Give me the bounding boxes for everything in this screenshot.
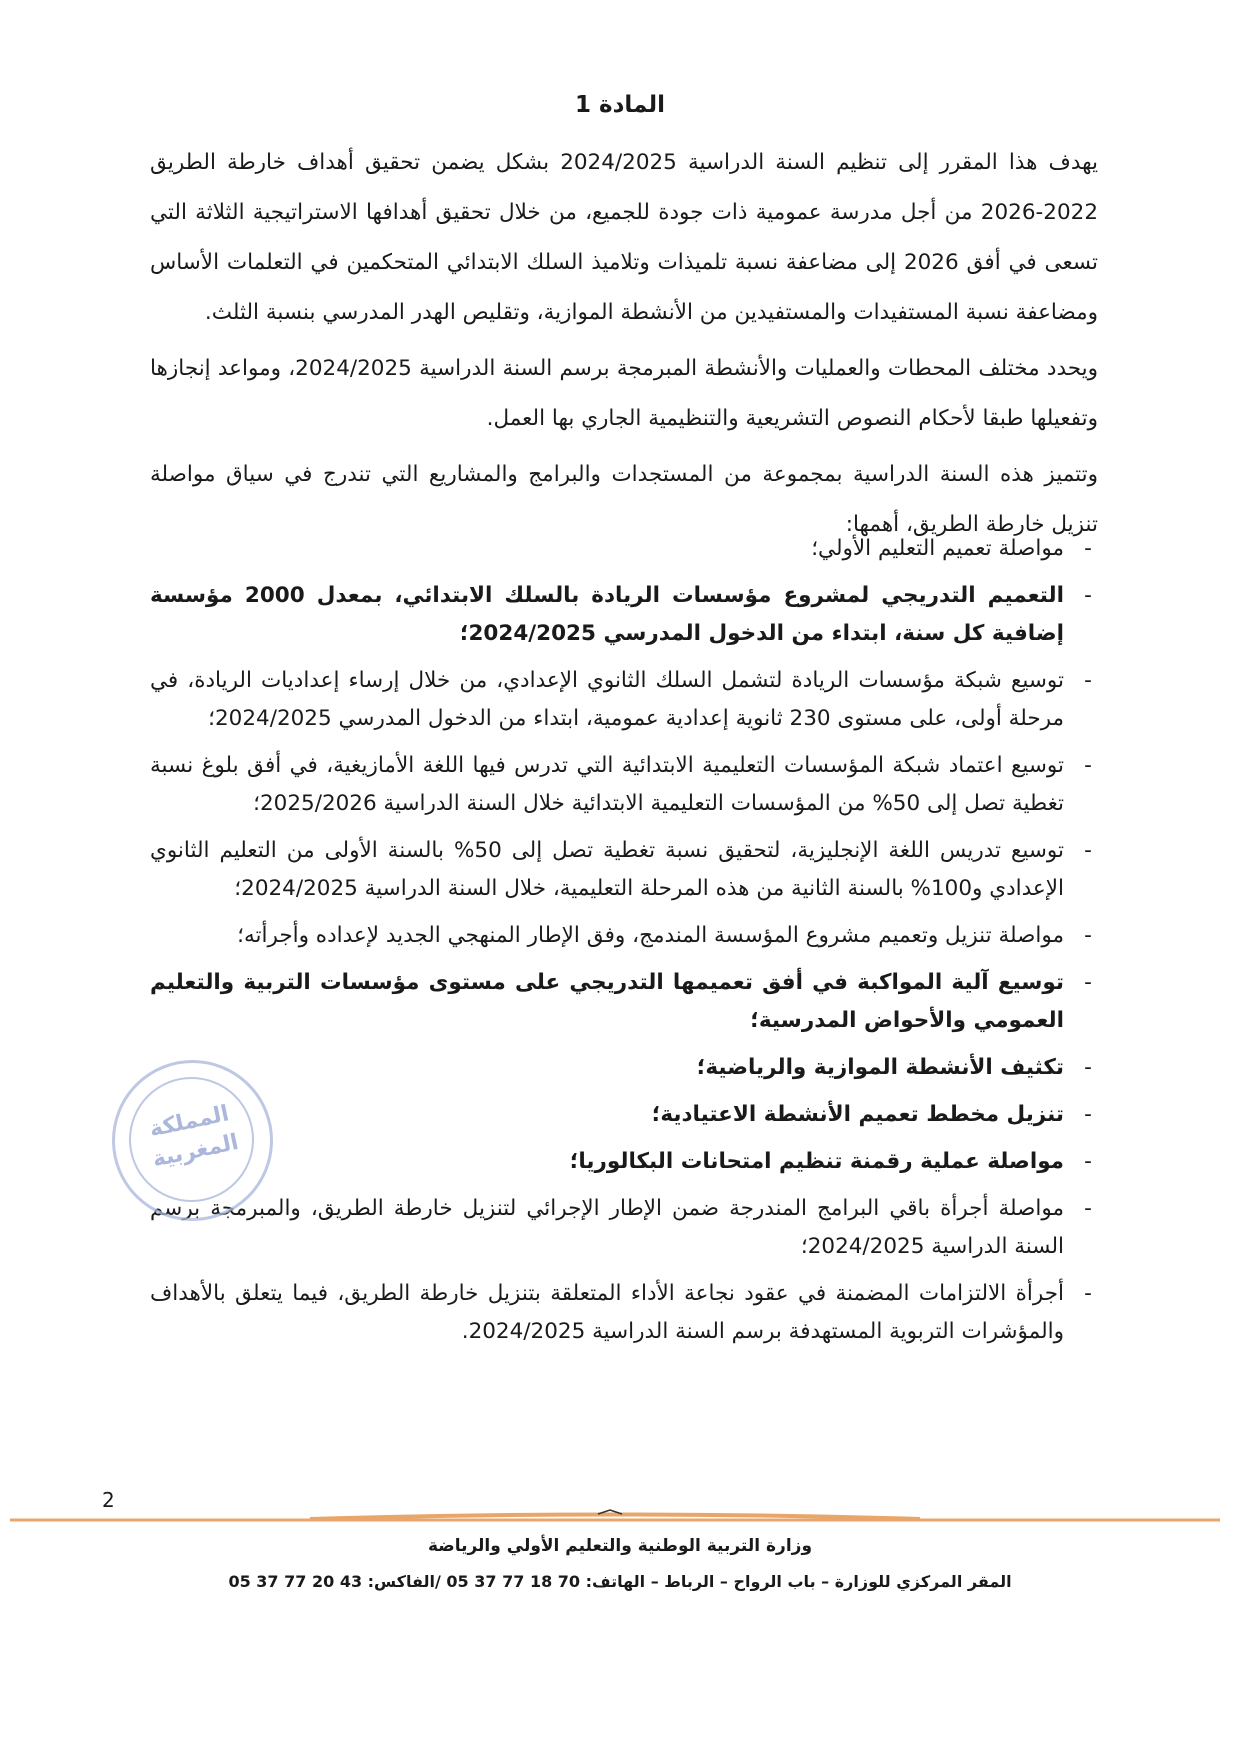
dash-bullet: - (1084, 536, 1092, 561)
page-number: 2 (102, 1488, 115, 1512)
dash-bullet: - (1084, 1102, 1092, 1127)
dash-bullet: - (1084, 923, 1092, 948)
novelties-list (150, 530, 1098, 1360)
list-item: - توسيع آلية المواكبة في أفق تعميمها التدريجي على مستوى مؤسسات التربية والتعليم العمومي والأحواض المدرسية؛ (150, 964, 1098, 1040)
list-item: - تنزيل مخطط تعميم الأنشطة الاعتيادية؛ (150, 1096, 1098, 1134)
list-item: - التعميم التدريجي لمشروع مؤسسات الريادة بالسلك الابتدائي، بمعدل 2000 مؤسسة إضافية كل سنة، ابتداء من الدخول المدرسي 2024/2025؛ (150, 577, 1098, 653)
dash-bullet: - (1084, 970, 1092, 995)
footer-divider (10, 1508, 1220, 1530)
article-title: المادة 1 (575, 92, 665, 118)
dash-bullet: - (1084, 1281, 1092, 1306)
dash-bullet: - (1084, 1055, 1092, 1080)
stamp-text: المملكة المغربية (147, 1101, 241, 1173)
dash-bullet: - (1084, 838, 1092, 863)
list-item: - مواصلة تعميم التعليم الأولي؛ (150, 530, 1098, 568)
paragraph-objectives: يهدف هذا المقرر إلى تنظيم السنة الدراسية 2024/2025 بشكل يضمن تحقيق أهداف خارطة الطريق 2022-2026 من أجل مدرسة عمومية ذات جودة للجميع، من خلال تحقيق أهدافها الاستراتيجية الثلاثة التي تسعى في أفق 2026 إلى مضاعفة نسبة تلميذات وتلاميذ السلك الابتدائي المتحكمين في التعلمات الأساس ومضاعفة نسبة المستفيدات والمستفيدين من الأنشطة الموازية، وتقليص الهدر المدرسي بنسبة الثلث. (150, 150, 1098, 325)
dash-bullet: - (1084, 1149, 1092, 1174)
paragraph-stations: ويحدد مختلف المحطات والعمليات والأنشطة المبرمجة برسم السنة الدراسية 2024/2025، ومواعد إنجازها وتفعيلها طبقا لأحكام النصوص التشريعية والتنظيمية الجاري بها العمل. (150, 356, 1098, 431)
list-item: - مواصلة عملية رقمنة تنظيم امتحانات البكالوريا؛ (150, 1143, 1098, 1181)
intro-body (150, 138, 1098, 556)
list-item: - مواصلة تنزيل وتعميم مشروع المؤسسة المندمج، وفق الإطار المنهجي الجديد لإعداده وأجرأته؛ (150, 917, 1098, 955)
dash-bullet: - (1084, 1196, 1092, 1221)
list-item: - أجرأة الالتزامات المضمنة في عقود نجاعة الأداء المتعلقة بتنزيل خارطة الطريق، فيما يتعلق بالأهداف والمؤشرات التربوية المستهدفة برسم السنة الدراسية 2024/2025. (150, 1275, 1098, 1351)
dash-bullet: - (1084, 753, 1092, 778)
list-item: - تكثيف الأنشطة الموازية والرياضية؛ (150, 1049, 1098, 1087)
list-item: - توسيع شبكة مؤسسات الريادة لتشمل السلك الثانوي الإعدادي، من خلال إرساء إعداديات الريادة، في مرحلة أولى، على مستوى 230 ثانوية إعدادية عمومية، ابتداء من الدخول المدرسي 2024/2025؛ (150, 662, 1098, 738)
footer-ministry-name: وزارة التربية الوطنية والتعليم الأولي والرياضة (427, 1536, 813, 1556)
paragraph-novelties: وتتميز هذه السنة الدراسية بمجموعة من المستجدات والبرامج والمشاريع التي تندرج في سياق مواصلة تنزيل خارطة الطريق، أهمها: (150, 462, 1098, 537)
list-item: - توسيع اعتماد شبكة المؤسسات التعليمية الابتدائية التي تدرس فيها اللغة الأمازيغية، في أفق بلوغ نسبة تغطية تصل إلى 50% من المؤسسات التعليمية الابتدائية خلال السنة الدراسية 2025/2026؛ (150, 747, 1098, 823)
list-item: - توسيع تدريس اللغة الإنجليزية، لتحقيق نسبة تغطية تصل إلى 50% بالسنة الأولى من التعليم الثانوي الإعدادي و100% بالسنة الثانية من هذه المرحلة التعليمية، خلال السنة الدراسية 2024/2025؛ (150, 832, 1098, 908)
official-stamp (112, 1060, 273, 1221)
dash-bullet: - (1084, 583, 1092, 608)
list-item: - مواصلة أجرأة باقي البرامج المندرجة ضمن الإطار الإجرائي لتنزيل خارطة الطريق، والمبرمجة برسم السنة الدراسية 2024/2025؛ (150, 1190, 1098, 1266)
dash-bullet: - (1084, 668, 1092, 693)
footer-contact-address: المقر المركزي للوزارة – باب الرواح – الرباط – الهاتف: 70 18 77 37 05 /الفاكس: 43 20 77 37 05 (228, 1572, 1012, 1591)
